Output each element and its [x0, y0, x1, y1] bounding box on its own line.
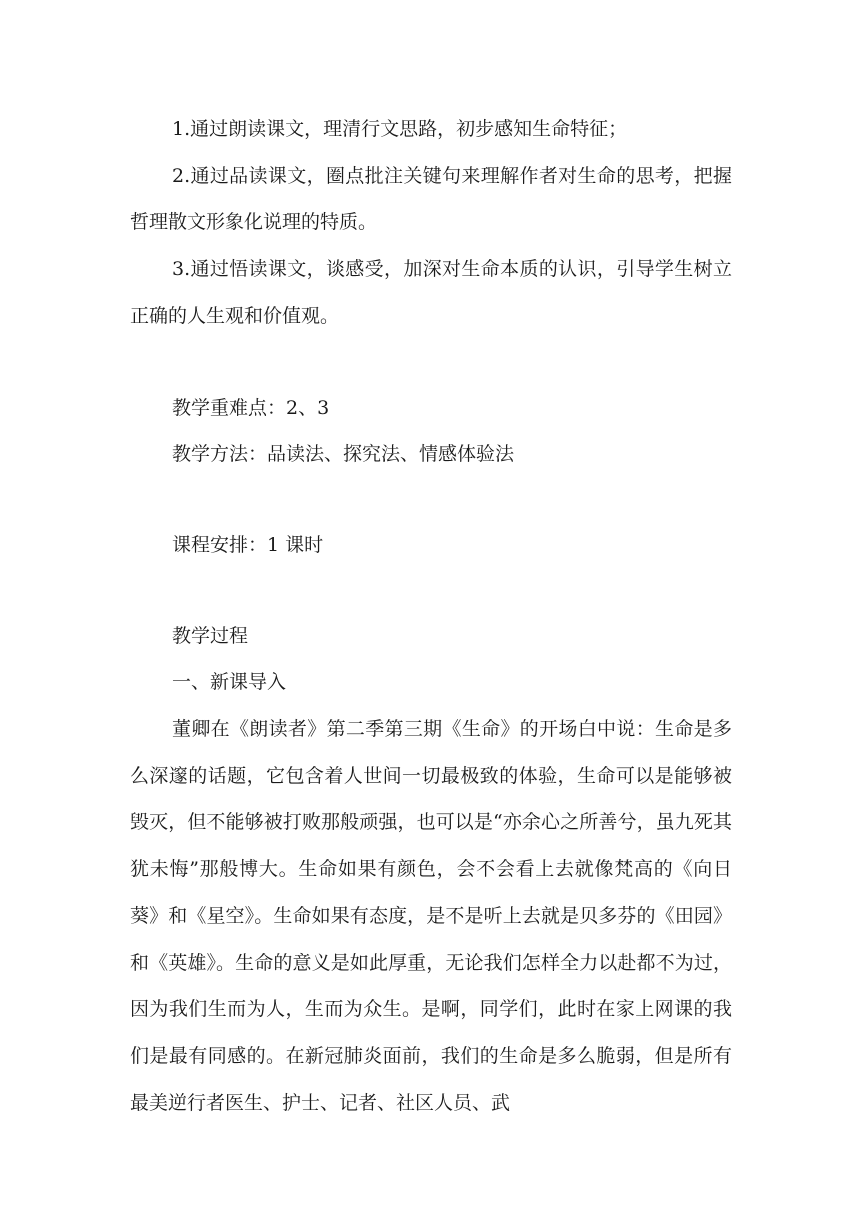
- goal-2: 2.通过品读课文，圈点批注关键句来理解作者对生命的思考，把握哲理散文形象化说理的特质。: [130, 164, 732, 234]
- spacer: [130, 478, 732, 522]
- spacer: [130, 569, 732, 613]
- key-points: 教学重难点：2、3: [172, 396, 330, 419]
- teaching-methods: 教学方法：品读法、探究法、情感体验法: [172, 443, 515, 466]
- spacer: [130, 340, 732, 385]
- section-1-heading: 一、新课导入: [172, 671, 287, 694]
- goal-3: 3.通过悟读课文，谈感受，加深对生命本质的认识，引导学生树立正确的人生观和价值观。: [130, 258, 732, 327]
- process-heading: 教学过程: [172, 624, 249, 647]
- goal-1: 1.通过朗读课文，理清行文思路，初步感知生命特征；: [172, 118, 628, 140]
- section-1-body: 董卿在《朗读者》第二季第三期《生命》的开场白中说：生命是多么深邃的话题，它包含着人世间一切最极致的体验，生命可以是能够被毁灭，但不能够被打败那般顽强，也可以是“亦余心之所善兮，虽九死其犹未悔”那般博大。生命如果有颜色，会不会看上去就像梵高的《向日葵》和《星空》。生命如果有态度，是不是听上去就是贝多芬的《田园》和《英雄》。生命的意义是如此厚重，无论我们怎样全力以赴都不为过，因为我们生而为人，生而为众生。是啊，同学们，此时在家上网课的我们是最有同感的。在新冠肺炎面前，我们的生命是多么脆弱，但是所有最美逆行者医生、护士、记者、社区人员、武: [130, 718, 732, 1114]
- document-body: [130, 106, 732, 1126]
- course-schedule: 课程安排：1 课时: [172, 533, 324, 556]
